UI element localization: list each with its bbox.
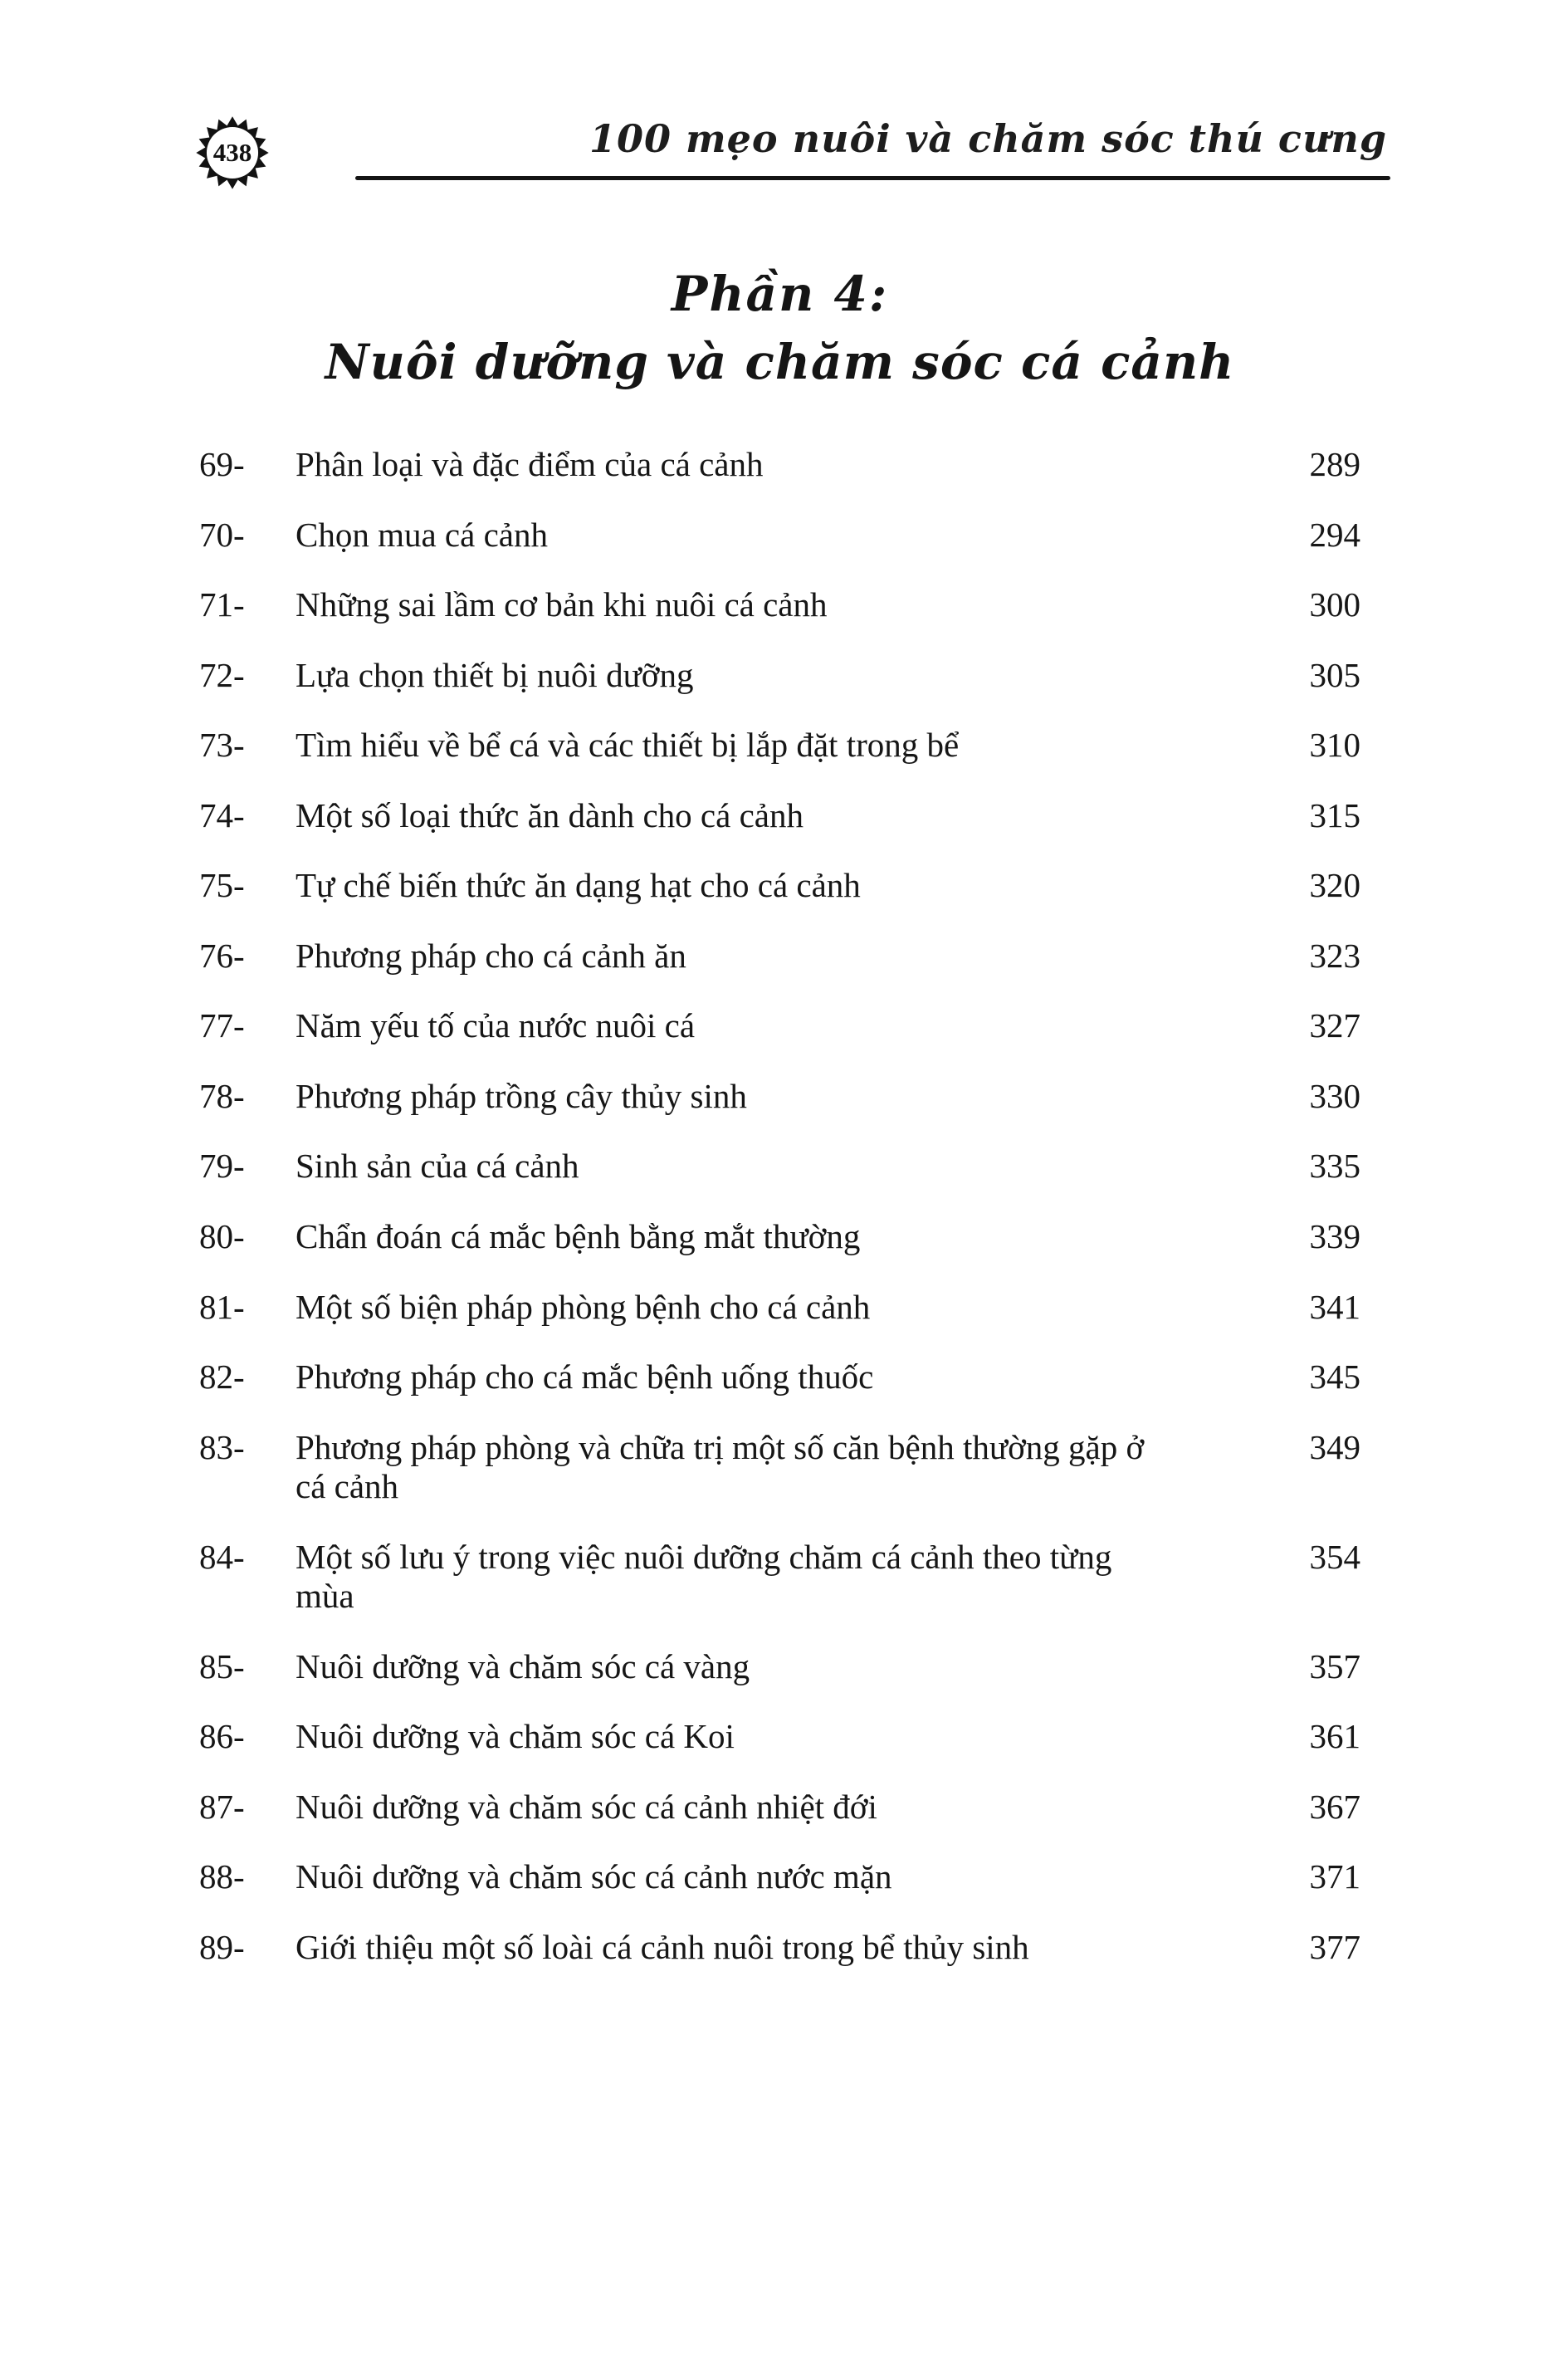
- toc-entry-page: 349: [1309, 1427, 1360, 1466]
- toc-entry: [199, 1928, 1360, 1968]
- toc-entry-title: Lựa chọn thiết bị nuôi dưỡng: [296, 655, 694, 694]
- toc-entry-title: Phương pháp cho cá mắc bệnh uống thuốc: [296, 1358, 874, 1397]
- toc-entry-number: 87-: [199, 1787, 245, 1826]
- toc-entry-title: Những sai lầm cơ bản khi nuôi cá cảnh: [296, 585, 828, 624]
- toc-entry: [199, 656, 1360, 696]
- toc-entry: [199, 1288, 1360, 1328]
- toc-entry: [199, 1538, 1360, 1617]
- toc-entry-page: 294: [1309, 515, 1360, 554]
- toc-entry-page: 339: [1309, 1217, 1360, 1256]
- toc-entry: [199, 1217, 1360, 1257]
- page-content: [0, 249, 1568, 1998]
- toc-entry-title: Một số biện pháp phòng bệnh cho cá cảnh: [296, 1287, 871, 1326]
- toc-entry-title: Nuôi dưỡng và chăm sóc cá cảnh nhiệt đới: [296, 1787, 877, 1826]
- toc-entry: [199, 1147, 1360, 1186]
- toc-entry-page: 300: [1309, 585, 1360, 624]
- toc-entry-title: Phương pháp cho cá cảnh ăn: [296, 936, 686, 975]
- toc-entry-page: 320: [1309, 866, 1360, 905]
- toc-entry-page: 357: [1309, 1646, 1360, 1685]
- toc-entry-number: 86-: [199, 1717, 245, 1756]
- toc-entry-number: 75-: [199, 866, 245, 905]
- toc-entry: [199, 1358, 1360, 1397]
- toc-entry: [199, 866, 1360, 906]
- toc-entry: [199, 1647, 1360, 1687]
- toc-entry-number: 81-: [199, 1287, 245, 1326]
- toc-entry: [199, 585, 1360, 625]
- toc-entry-page: 354: [1309, 1537, 1360, 1576]
- toc-entry-page: 315: [1309, 795, 1360, 834]
- toc-entry-title: Phương pháp trồng cây thủy sinh: [296, 1076, 747, 1115]
- toc-list: [199, 445, 1360, 1968]
- page-number-badge: [194, 115, 271, 191]
- page-header: [0, 0, 1568, 249]
- toc-entry-page: 371: [1309, 1857, 1360, 1896]
- toc-entry-title: Năm yếu tố của nước nuôi cá: [296, 1006, 696, 1045]
- toc-entry-page: 289: [1309, 445, 1360, 483]
- running-header-title: 100 mẹo nuôi và chăm sóc thú cưng: [589, 116, 1387, 161]
- toc-entry-title: Sinh sản của cá cảnh: [296, 1147, 579, 1186]
- toc-entry-title: Một số lưu ý trong việc nuôi dưỡng chăm cá cảnh theo từng mùa: [296, 1537, 1112, 1616]
- page-number: 438: [212, 138, 252, 167]
- toc-entry-page: 310: [1309, 726, 1360, 765]
- toc-entry-page: 345: [1309, 1358, 1360, 1397]
- toc-entry-page: 323: [1309, 936, 1360, 975]
- toc-entry-page: 327: [1309, 1006, 1360, 1045]
- toc-entry-number: 72-: [199, 655, 245, 694]
- toc-entry-number: 79-: [199, 1147, 245, 1186]
- toc-entry: [199, 1428, 1360, 1507]
- toc-entry-title: Phương pháp phòng và chữa trị một số căn bệnh thường gặp ở cá cảnh: [296, 1427, 1145, 1506]
- toc-entry-number: 83-: [199, 1427, 245, 1466]
- toc-entry-number: 71-: [199, 585, 245, 624]
- toc-entry: [199, 726, 1360, 766]
- toc-entry-title: Chẩn đoán cá mắc bệnh bằng mắt thường: [296, 1217, 861, 1256]
- header-rule: [355, 176, 1390, 180]
- toc-entry-number: 88-: [199, 1857, 245, 1896]
- toc-entry: [199, 516, 1360, 555]
- toc-entry-title: Phân loại và đặc điểm của cá cảnh: [296, 445, 764, 483]
- toc-entry: [199, 937, 1360, 976]
- toc-entry-number: 77-: [199, 1006, 245, 1045]
- toc-entry-title: Một số loại thức ăn dành cho cá cảnh: [296, 795, 804, 834]
- toc-entry-number: 78-: [199, 1076, 245, 1115]
- toc-entry-title: Nuôi dưỡng và chăm sóc cá cảnh nước mặn: [296, 1857, 892, 1896]
- toc-entry-page: 330: [1309, 1076, 1360, 1115]
- toc-entry-title: Chọn mua cá cảnh: [296, 515, 548, 554]
- toc-entry-number: 70-: [199, 515, 245, 554]
- toc-entry-page: 305: [1309, 655, 1360, 694]
- section-title: Phần 4:: [671, 266, 889, 322]
- toc-entry-number: 76-: [199, 936, 245, 975]
- toc-entry-title: Tự chế biến thức ăn dạng hạt cho cá cảnh: [296, 866, 861, 905]
- toc-entry: [199, 1717, 1360, 1757]
- toc-entry-title: Giới thiệu một số loài cá cảnh nuôi trong bể thủy sinh: [296, 1928, 1029, 1967]
- toc-entry-page: 377: [1309, 1928, 1360, 1967]
- toc-entry: [199, 1077, 1360, 1117]
- toc-entry-number: 80-: [199, 1217, 245, 1256]
- toc-entry-page: 335: [1309, 1147, 1360, 1186]
- toc-entry-page: 367: [1309, 1787, 1360, 1826]
- toc-entry-title: Nuôi dưỡng và chăm sóc cá Koi: [296, 1717, 735, 1756]
- toc-entry-number: 73-: [199, 726, 245, 765]
- toc-entry-number: 84-: [199, 1537, 245, 1576]
- toc-entry-number: 74-: [199, 795, 245, 834]
- toc-entry: [199, 445, 1360, 485]
- toc-entry-number: 82-: [199, 1358, 245, 1397]
- toc-entry-title: Nuôi dưỡng và chăm sóc cá vàng: [296, 1646, 750, 1685]
- toc-entry: [199, 1006, 1360, 1046]
- toc-entry: [199, 796, 1360, 836]
- toc-entry-number: 85-: [199, 1646, 245, 1685]
- toc-entry-page: 361: [1309, 1717, 1360, 1756]
- toc-entry: [199, 1857, 1360, 1897]
- toc-entry: [199, 1788, 1360, 1827]
- toc-entry-page: 341: [1309, 1287, 1360, 1326]
- section-subtitle: Nuôi dưỡng và chăm sóc cá cảnh: [325, 334, 1235, 390]
- toc-entry-number: 69-: [199, 445, 245, 483]
- toc-entry-number: 89-: [199, 1928, 245, 1967]
- toc-entry-title: Tìm hiểu về bể cá và các thiết bị lắp đặt trong bể: [296, 726, 960, 765]
